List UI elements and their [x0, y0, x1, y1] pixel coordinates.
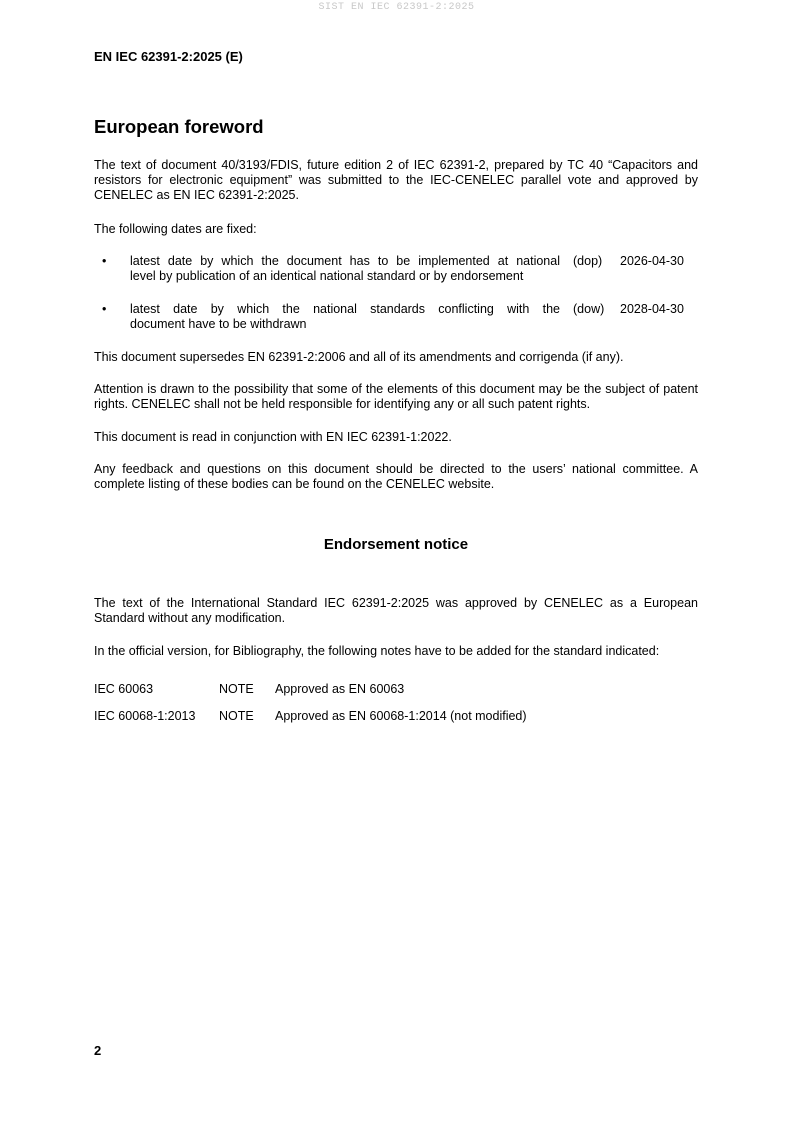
dates-intro: The following dates are fixed:: [94, 222, 257, 236]
note-standard: IEC 60063: [94, 682, 154, 696]
watermark: SIST EN IEC 62391-2:2025: [318, 2, 475, 13]
foreword-paragraph-1: The text of document 40/3193/FDIS, future edition 2 of IEC 62391-2, prepared by TC 40 “Capacitors and resistors for electronic equipment” was submitted to the IEC-CENELEC parallel vote and approved by CENELEC as EN IEC 62391-2:2025.: [94, 158, 698, 202]
date-item-text-line-2: level by publication of an identical national standard or by endorsement: [130, 269, 524, 283]
date-item-text-line-1: latest date by which the document has to be implemented at national: [130, 254, 560, 268]
date-item-text: [130, 254, 560, 284]
page-number: 2: [94, 1043, 102, 1058]
foreword-paragraph-3: Attention is drawn to the possibility that some of the elements of this document may be the subject of patent rights. CENELEC shall not be held responsible for identifying any or all such patent rights.: [94, 382, 698, 411]
note-text: Approved as EN 60063: [275, 682, 405, 696]
bullet: •: [102, 302, 107, 316]
date-item-text: [130, 302, 560, 332]
endorsement-title: Endorsement notice: [323, 536, 469, 553]
note-text: Approved as EN 60068-1:2014 (not modified): [275, 709, 527, 723]
note-label: NOTE: [219, 709, 254, 723]
endorsement-paragraph-2: In the official version, for Bibliography, the following notes have to be added for the standard indicated:: [94, 644, 660, 658]
foreword-paragraph-5: Any feedback and questions on this document should be directed to the users’ national committee. A complete listing of these bodies can be found on the CENELEC website.: [94, 462, 698, 491]
date-item-date: 2026-04-30: [620, 254, 684, 268]
note-standard: IEC 60068-1:2013: [94, 709, 196, 723]
date-item-abbr: (dop): [573, 254, 603, 268]
note-label: NOTE: [219, 682, 254, 696]
date-item-abbr: (dow): [573, 302, 605, 316]
foreword-title: European foreword: [94, 116, 264, 137]
date-item-date: 2028-04-30: [620, 302, 684, 316]
foreword-paragraph-2: This document supersedes EN 62391-2:2006 and all of its amendments and corrigenda (if any).: [94, 350, 624, 364]
endorsement-paragraph-1: The text of the International Standard IEC 62391-2:2025 was approved by CENELEC as a European Standard without any modification.: [94, 596, 698, 625]
date-item-text-line-1: latest date by which the national standards conflicting with the: [130, 302, 560, 316]
date-item-text-line-2: document have to be withdrawn: [130, 317, 307, 331]
bullet: •: [102, 254, 107, 268]
foreword-paragraph-4: This document is read in conjunction with EN IEC 62391-1:2022.: [94, 430, 452, 444]
document-identifier: EN IEC 62391-2:2025 (E): [94, 49, 243, 64]
